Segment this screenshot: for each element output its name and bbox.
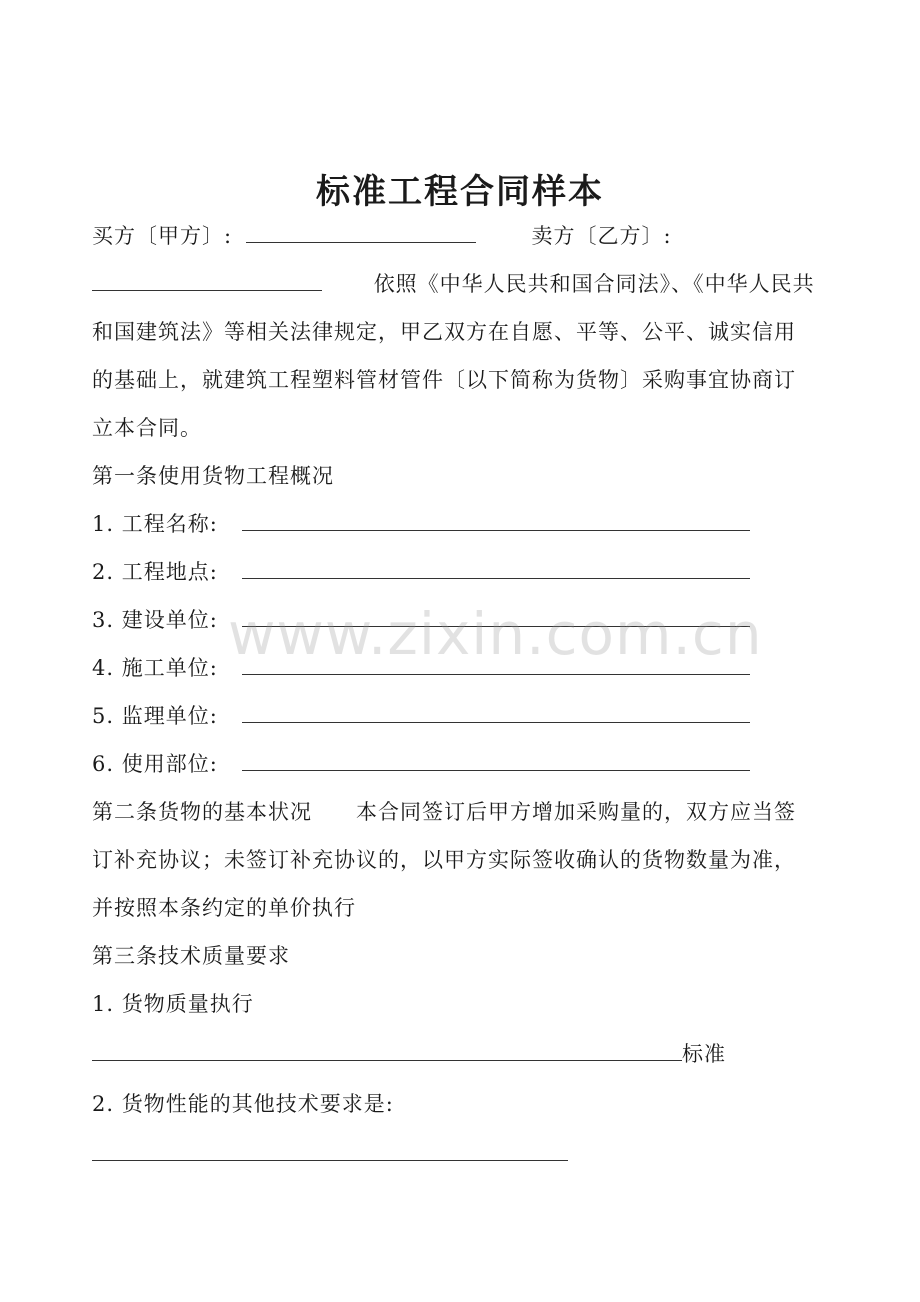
- article2-line-2: 订补充协议；未签订补充协议的，以甲方实际签收确认的货物数量为准，: [92, 848, 796, 872]
- field-label: 2. 工程地点:: [92, 560, 218, 584]
- intro-text-1: 依照《中华人民共和国合同法》、《中华人民共: [373, 272, 815, 296]
- watermark: www.zixin.com.cn: [228, 600, 763, 668]
- field-row-supervisor: [92, 702, 750, 730]
- field-row-usage-part: [92, 750, 750, 778]
- seller-blank[interactable]: [92, 270, 322, 291]
- field-blank[interactable]: [242, 558, 750, 579]
- field-label: 3. 建设单位:: [92, 608, 218, 632]
- field-row-project-location: [92, 558, 750, 586]
- quality-item-2-line: [92, 1140, 568, 1168]
- field-blank[interactable]: [242, 702, 750, 723]
- seller-label: 卖方〔乙方〕:: [531, 224, 672, 248]
- quality-standard-blank[interactable]: [92, 1040, 682, 1061]
- intro-line-2: 和国建筑法》等相关法律规定，甲乙双方在自愿、平等、公平、诚实信用: [92, 320, 796, 344]
- quality-standard-line: [92, 1040, 726, 1068]
- intro-line-3: 的基础上，就建筑工程塑料管材管件〔以下简称为货物〕采购事宜协商订: [92, 368, 796, 392]
- article2-line-3: 并按照本条约定的单价执行: [92, 896, 356, 920]
- quality-item-2: 2. 货物性能的其他技术要求是:: [92, 1092, 394, 1116]
- field-label: 5. 监理单位:: [92, 704, 218, 728]
- document-title: 标准工程合同样本: [316, 172, 604, 212]
- field-row-project-name: [92, 510, 750, 538]
- other-requirements-blank[interactable]: [92, 1140, 568, 1161]
- field-label: 6. 使用部位:: [92, 752, 218, 776]
- buyer-label: 买方〔甲方〕:: [92, 224, 233, 248]
- article2-line-1: 第二条货物的基本状况 本合同签订后甲方增加采购量的，双方应当签: [92, 800, 796, 824]
- buyer-blank[interactable]: [246, 222, 476, 243]
- field-label: 4. 施工单位:: [92, 656, 218, 680]
- intro-line-1: [92, 270, 815, 298]
- parties-line: [92, 222, 672, 250]
- field-label: 1. 工程名称:: [92, 512, 218, 536]
- article1-heading: 第一条使用货物工程概况: [92, 464, 334, 488]
- field-blank[interactable]: [242, 750, 750, 771]
- article3-heading: 第三条技术质量要求: [92, 944, 290, 968]
- intro-line-4: 立本合同。: [92, 416, 202, 440]
- standard-suffix: 标准: [682, 1042, 726, 1066]
- quality-item-1: 1. 货物质量执行: [92, 992, 254, 1016]
- field-blank[interactable]: [242, 510, 750, 531]
